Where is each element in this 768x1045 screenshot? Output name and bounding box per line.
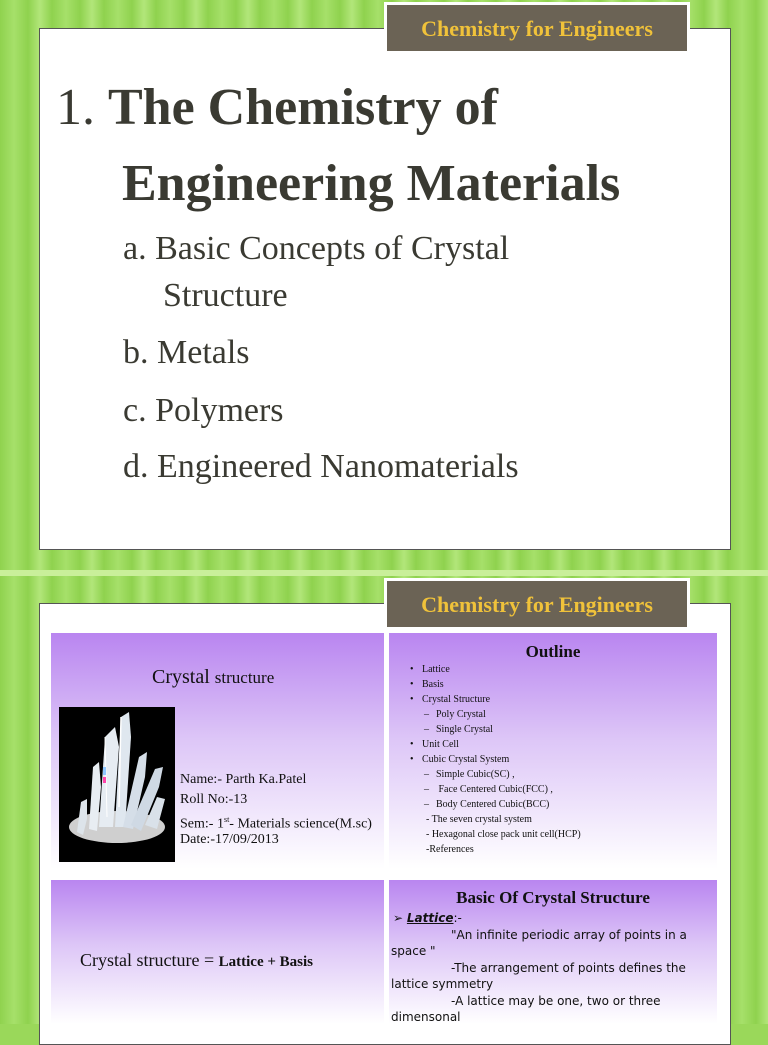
outline-item — [410, 707, 581, 722]
lattice-suffix: :- — [453, 911, 462, 925]
outline-bullet: • — [410, 754, 414, 765]
outline-item — [410, 842, 581, 857]
outline-item — [410, 797, 581, 812]
topic-item-c: c. Polymers — [123, 392, 284, 429]
outline-item-text: -References — [426, 844, 474, 855]
semester-prefix: Sem:- 1 — [180, 816, 224, 832]
outline-list — [410, 662, 581, 857]
equation-right: Lattice + Basis — [218, 954, 313, 970]
structure-title-word: structure — [214, 668, 275, 687]
roll-number: Roll No:-13 — [180, 792, 248, 807]
outline-item — [410, 827, 581, 842]
outline-bullet: – — [424, 799, 429, 810]
lattice-def-3: -A lattice may be one, two or three dimensonal — [391, 993, 661, 1024]
semester-suffix: - Materials science(M.sc) — [229, 816, 372, 832]
outline-item-text: Crystal Structure — [422, 694, 491, 705]
semester-sup: st — [223, 815, 230, 824]
outline-item — [410, 782, 581, 797]
outline-bullet: – — [424, 709, 429, 720]
outline-item-text: Face Centered Cubic(FCC) , — [436, 784, 553, 795]
outline-item — [410, 767, 581, 782]
outline-item-text: Poly Crystal — [436, 709, 486, 720]
outline-bullet: – — [424, 784, 429, 795]
crystal-title-word: Crystal — [152, 666, 210, 688]
author-name: Name:- Parth Ka.Patel — [180, 772, 307, 787]
title-line1: The Chemistry of — [108, 79, 498, 136]
topic-item-a: a. Basic Concepts of Crystal — [123, 230, 510, 267]
slide1-course-tag: Chemistry for Engineers — [384, 2, 690, 54]
topic-item-a-cont: Structure — [163, 277, 288, 314]
outline-item — [410, 692, 581, 707]
basic-crystal-title: Basic Of Crystal Structure — [456, 888, 650, 907]
outline-item — [410, 677, 581, 692]
outline-item-text: Cubic Crystal System — [422, 754, 510, 765]
outline-bullet: • — [410, 694, 414, 705]
outline-item-text: Single Crystal — [436, 724, 493, 735]
title-number: 1. — [56, 79, 95, 136]
outline-item-text: Body Centered Cubic(BCC) — [436, 799, 550, 810]
topic-item-d: d. Engineered Nanomaterials — [123, 448, 519, 485]
outline-item — [410, 722, 581, 737]
outline-item-text: Unit Cell — [422, 739, 459, 750]
outline-bullet: • — [410, 739, 414, 750]
outline-bullet: • — [410, 679, 414, 690]
outline-bullet: – — [424, 724, 429, 735]
crystal-structure-equation — [80, 950, 313, 971]
outline-title: Outline — [525, 642, 581, 661]
equation-left: Crystal structure = — [80, 950, 215, 970]
slide1-title — [56, 72, 736, 144]
outline-bullet: – — [424, 769, 429, 780]
outline-item-text: Lattice — [422, 664, 450, 675]
arrow-bullet-icon: ➢ — [393, 911, 404, 925]
lattice-def-1: "An infinite periodic array of points in a space " — [391, 927, 687, 958]
lattice-def-2: -The arrangement of points defines the lattice symmetry — [391, 960, 686, 991]
crystal-structure-title — [152, 666, 274, 689]
outline-item-text: - The seven crystal system — [426, 814, 532, 825]
lattice-label: Lattice — [406, 911, 454, 925]
topic-item-b: b. Metals — [123, 334, 250, 371]
page-separator — [0, 570, 768, 576]
lattice-heading — [391, 910, 711, 927]
outline-item-text: Simple Cubic(SC) , — [436, 769, 515, 780]
basic-crystal-body — [391, 910, 711, 1026]
slide2-course-tag: Chemistry for Engineers — [384, 578, 690, 630]
quartz-crystal-image — [59, 707, 175, 862]
title-line2: Engineering Materials — [122, 155, 621, 212]
presentation-date: Date:-17/09/2013 — [180, 832, 279, 847]
outline-item-text: Basis — [422, 679, 444, 690]
outline-item — [410, 812, 581, 827]
outline-item — [410, 662, 581, 677]
outline-bullet: • — [410, 664, 414, 675]
outline-item — [410, 737, 581, 752]
outline-item-text: - Hexagonal close pack unit cell(HCP) — [426, 829, 581, 840]
outline-item — [410, 752, 581, 767]
